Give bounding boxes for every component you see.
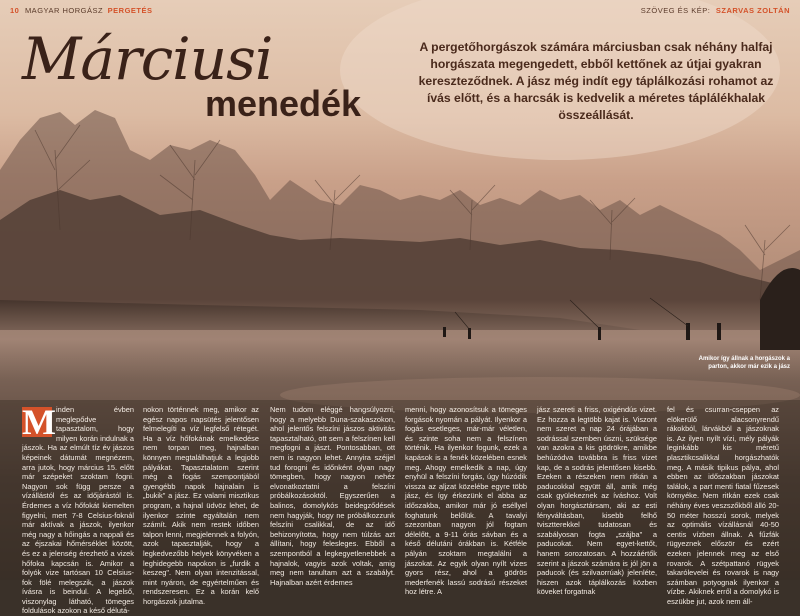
drop-cap: M xyxy=(22,402,56,442)
header-left xyxy=(10,6,153,18)
article-body xyxy=(0,402,800,616)
page-number: 10 xyxy=(10,6,20,15)
body-column-6: fel és csurran-cseppen az elökerülő alacsonyrendű rákokból, lárvákból a jászoknak is. Az ilyen nyílt vízi, mély pályák leginkább kis méretű plasztikcsalikkal horgászhatók meg. A másik tipikus pálya, ahol ebben az időszakban jászokat találok, a part menti fiatal fűzesek környéke. Nem ritkán ezek csak néhány éves veszszőkből álló 20-50 méter hosszú sorok, melyek az optimális vízállásnál 40-50 centis vízben állnak. A fűzfák rügyeznek először és ezért ezeken jelennek meg az első rovarok. A szétpattanó rügyek takarólevelei és rovarok is nagy számban potyognak ilyenkor a vízbe. Akiknek erről a domolykó is eszükbe jut, azok nem áll- xyxy=(667,405,779,606)
body-column-3: Nem tudom eléggé hangsúlyozni, hogy a melyebb Duna-szakaszokon, ahol jelentős felszíni jászos aktivitás tapasztalható, ott sem a felszínen kell megfogni a jászt. Pontosabban, ott nem is nagyon lehet. Annyira széjjel tud forogni és időnként olyan nagy tömegben, hogy nagyon nehéz elvonatkoztatni a felszíni próbálkozásoktól. Egyszerűen a balinos, domolykós beidegződések nem hagyják, hogy ne próbálkozzunk felszíni csalikkal, de az idő behizonyította, hogy nem túlzás azt állítani, hogy felesleges. Ebből a szempontból a legkegyetlenebbek a hajnalok, vagyis azok voltak, amig meg nem tanultam azt a szabályt. Hajnalban azért érdemes xyxy=(270,405,395,587)
body-column-2: nokon történnek meg, amikor az egész napos napsütés jelentősen felmelegíti a víz legfelső rétegét. Ha a víz hőfokának emelkedése nem torpan meg, hajnalban könnyen megtalálhatjuk a legjobb pályákat. Tapasztalatom szerint még a fogás szempontjából gyengébb napok hajnalain is „bukik" a jász. Ez valami misztikus program, a hajnal üdvöz lehet, de ilyenkor szinte egyáltalán nem számít. Akik nem restek időben talpon lenni, megjelennek a folyón, azok tapasztalják, hogy a legkedvezőbb helyek könyvéken a leghidegebb napokon is „furdik a keszeg". Nem olyan intenzitással, mint nyáron, de egyértelműen és rendszeresen. Ez a korán kelő horgászok jutalma. xyxy=(143,405,259,606)
body-column-4: menni, hogy azonosítsuk a tömeges forgások nyomán a pályát. Ilyenkor a fogás esetleges, már-már véletlen, és szinte soha nem a felszínen történik. Ha ilyenkor fogunk, ezek a kapások is a fenék közelében esnek meg. Ahogy emelkedik a nap, úgy enyhül a felszíni forgás, úgy húzódik vissza az aljzat közelébe egyre több jász, és így érkezünk el abba az időszakba, amikor már jó eséllyel foghatunk belőlük. A tavalyi szezonban nagyon jól fogtam délelőtt, a 9-11 órás sávban és a késő délutáni órákban is. Kétféle pályán szoktam megtalálni a jászokat. Az egyik olyan nyílt vizes gyors rész, ahol a gödrös mederfenék lassú sodrású részeket hoz létre. A xyxy=(405,405,527,597)
photo-caption: Amikor így állnak a horgászok a parton, akkor már ezik a jász xyxy=(698,356,790,370)
body-column-1-text: inden évben meglepődve tapasztalom, hogy milyen korán indulnak a jászok. Ha az elmúlt tíz év jászos képeinek dátumát megnézem, arra jutok, hogy március 15. előtt már szépeket szoktam fogni. Nagyon sok függ persze a vízállástól és az időjárástól is. Érdemes a víz hőfokát kiemelten figyelni, mert 7-8 Celsius-foknál már aktívak a jászok, ilyenkor még nagy a hőingás a nappali és az éjszakai hőmérséklet között, és ez a jelenség érezhető a vizek hőfoka kapcsán is. Amikor a folyók vize tartósan 10 Celsius-fok fölé melegszik, a jászok ívásra is beindul. A legelső, viszonylag látható, tömeges foldulások azokon a késő délutá- xyxy=(22,405,134,616)
section-topic: PERGETÉS xyxy=(107,6,153,15)
body-column-5: jász szereti a friss, oxigéndús vizet. Ez hozza a legtöbb kajat is. Viszont nem szeret a nap 24 órájában a sodrással szemben úszni, szüksége van azokra a kis gödrökre, amikbe behúzódva továbbra is friss vizet kap, de a sodrás jelentősen kisebb. Ezeken a részeken nem ritkán a paducokkal együtt áll, amik még csak gyülekeznek az íváshoz. Volt olyan horgásztársam, aki az esti fényváltásban, kisebb felhő tvisztterekkel tudatosan és szabályosan fogta „szájba" a paducokat. Nem egyet-kettőt, hanem sorozatosan. A hozzáértők szerint a jászok számára is jól jön a paducok (és szilvaorrúak) jelenléte, hiszen azok táplálkozás közben köveket forgatnak xyxy=(537,405,657,597)
section-name: MAGYAR HORGÁSZ xyxy=(24,6,104,15)
header-right xyxy=(641,6,790,18)
body-column-1 xyxy=(22,402,134,616)
lead-paragraph: A pergetőhorgászok számára márciusban csak néhány halfaj horgászata megengedett, ebből kettőnek az útjai gyakran kereszteződnek. A jász még indít egy táplálkozási rohamot az ívás előtt, és a harcsák is kedvelik a méretes táplálékhalak összeállását. xyxy=(418,40,774,122)
credit-label: SZÖVEG ÉS KÉP: xyxy=(640,6,711,15)
author-name: SZARVAS ZOLTÁN xyxy=(715,6,790,15)
article-title-line1: Márciusi xyxy=(22,25,273,93)
article-title-line2: menedék xyxy=(205,83,362,124)
